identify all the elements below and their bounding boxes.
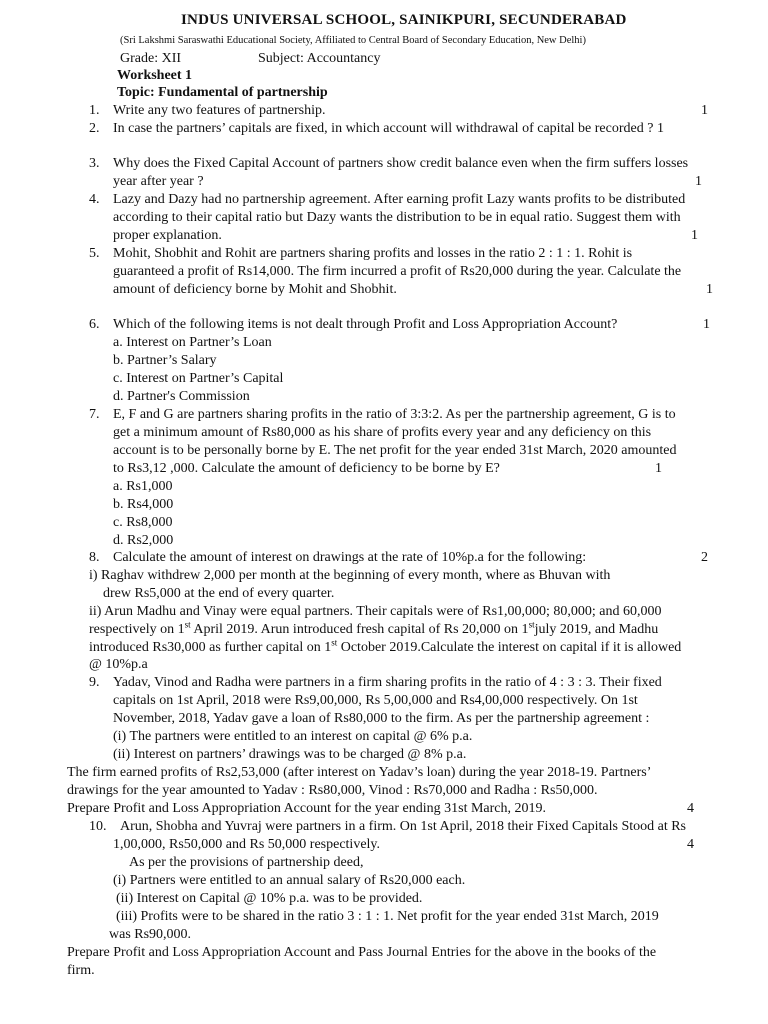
q8-part-i: drew Rs5,000 at the end of every quarter.: [103, 586, 335, 601]
q5-number: 5.: [89, 246, 100, 261]
q10-marks: 4: [687, 837, 694, 852]
topic-title: Topic: Fundamental of partnership: [117, 85, 328, 100]
q9-line: (ii) Interest on partners’ drawings was to be charged @ 8% p.a.: [113, 747, 467, 762]
q10-line: Prepare Profit and Loss Appropriation Account and Pass Journal Entries for the above in the books of the: [67, 945, 657, 960]
ordinal-suffix: st: [331, 637, 338, 648]
q7-option-d: d. Rs2,000: [113, 533, 174, 548]
q8-text-fragment: introduced Rs30,000 as further capital on 1: [89, 640, 332, 655]
q8-part-i: i) Raghav withdrew 2,000 per month at the beginning of every month, where as Bhuvan with: [89, 568, 611, 583]
q6-option-a: a. Interest on Partner’s Loan: [113, 335, 272, 350]
q10-line: (i) Partners were entitled to an annual salary of Rs20,000 each.: [113, 873, 466, 888]
q10-number: 10.: [89, 819, 107, 834]
q8-text: Calculate the amount of interest on drawings at the rate of 10%p.a for the following:: [113, 550, 587, 565]
q8-number: 8.: [89, 550, 100, 565]
q6-option-d: d. Partner's Commission: [113, 389, 250, 404]
q7-line: to Rs3,12 ,000. Calculate the amount of deficiency to be borne by E?: [113, 461, 500, 476]
q1-number: 1.: [89, 103, 100, 118]
q9-line: Yadav, Vinod and Radha were partners in a firm sharing profits in the ratio of 4 : 3 : 3. Their fixed: [113, 675, 662, 690]
q10-line: (iii) Profits were to be shared in the ratio 3 : 1 : 1. Net profit for the year ended 31st March, 2019: [116, 909, 659, 924]
q9-line: drawings for the year amounted to Yadav : Rs80,000, Vinod : Rs70,000 and Radha : Rs50,000.: [67, 783, 598, 798]
q3-line: Why does the Fixed Capital Account of partners show credit balance even when the firm suffers losses: [113, 156, 689, 171]
q7-marks: 1: [655, 461, 662, 476]
q9-line: (i) The partners were entitled to an interest on capital @ 6% p.a.: [113, 729, 473, 744]
ordinal-suffix: st: [528, 619, 535, 630]
school-name: INDUS UNIVERSAL SCHOOL, SAINIKPURI, SECUNDERABAD: [181, 12, 627, 28]
q10-line: As per the provisions of partnership deed,: [129, 855, 364, 870]
q9-line: The firm earned profits of Rs2,53,000 (after interest on Yadav’s loan) during the year 2018-19. Partners’: [67, 765, 652, 780]
grade-label: Grade: XII: [120, 51, 182, 66]
q6-marks: 1: [703, 317, 710, 332]
q10-line: was Rs90,000.: [109, 927, 192, 942]
q7-line: account is to be personally borne by E. The net profit for the year ended 31st March, 2020 amounted: [113, 443, 677, 458]
q6-number: 6.: [89, 317, 100, 332]
q9-line: November, 2018, Yadav gave a loan of Rs80,000 to the firm. As per the partnership agreement :: [113, 711, 650, 726]
q7-number: 7.: [89, 407, 100, 422]
q8-part-ii: @ 10%p.a: [89, 657, 148, 672]
q6-text: Which of the following items is not dealt through Profit and Loss Appropriation Account?: [113, 317, 618, 332]
q10-line: 1,00,000, Rs50,000 and Rs 50,000 respectively.: [113, 837, 381, 852]
q8-part-ii: [89, 621, 658, 638]
q9-line: Prepare Profit and Loss Appropriation Account for the year ending 31st March, 2019.: [67, 801, 547, 816]
q7-option-c: c. Rs8,000: [113, 515, 173, 530]
q1-text: Write any two features of partnership.: [113, 103, 326, 118]
q6-option-b: b. Partner’s Salary: [113, 353, 217, 368]
q8-part-ii: [89, 639, 681, 656]
q2-number: 2.: [89, 121, 100, 136]
q7-line: get a minimum amount of Rs80,000 as his share of profits every year and any deficiency on this: [113, 425, 652, 440]
q7-line: E, F and G are partners sharing profits in the ratio of 3:3:2. As per the partnership agreement, G is to: [113, 407, 676, 422]
q8-text-fragment: October 2019.Calculate the interest on capital if it is allowed: [337, 640, 682, 655]
q4-number: 4.: [89, 192, 100, 207]
q9-number: 9.: [89, 675, 100, 690]
q5-line: amount of deficiency borne by Mohit and Shobhit.: [113, 282, 397, 297]
q4-line: according to their capital ratio but Dazy wants the distribution to be in equal ratio. Suggest them with: [113, 210, 681, 225]
subject-label: Subject: Accountancy: [258, 51, 381, 66]
q10-line: firm.: [67, 963, 95, 978]
q10-line: (ii) Interest on Capital @ 10% p.a. was to be provided.: [116, 891, 423, 906]
q4-line: Lazy and Dazy had no partnership agreement. After earning profit Lazy wants profits to be distributed: [113, 192, 686, 207]
q9-line: capitals on 1st April, 2018 were Rs9,00,000, Rs 5,00,000 and Rs4,00,000 respectively. On 1st: [113, 693, 638, 708]
ordinal-suffix: st: [184, 619, 191, 630]
q3-marks: 1: [695, 174, 702, 189]
worksheet-title: Worksheet 1: [117, 68, 193, 83]
q8-marks: 2: [701, 550, 708, 565]
q9-marks: 4: [687, 801, 694, 816]
q8-text-fragment: july 2019, and Madhu: [534, 622, 659, 637]
school-affiliation: (Sri Lakshmi Saraswathi Educational Society, Affiliated to Central Board of Secondary Education, New Delhi): [120, 35, 586, 46]
q3-line: year after year ?: [113, 174, 204, 189]
q10-line: Arun, Shobha and Yuvraj were partners in a firm. On 1st April, 2018 their Fixed Capitals Stood at Rs: [120, 819, 687, 834]
q7-option-a: a. Rs1,000: [113, 479, 173, 494]
q2-text: In case the partners’ capitals are fixed, in which account will withdrawal of capital be recorded ? 1: [113, 121, 664, 136]
q8-text-fragment: respectively on 1: [89, 622, 185, 637]
q5-marks: 1: [706, 282, 713, 297]
q5-line: guaranteed a profit of Rs14,000. The firm incurred a profit of Rs20,000 during the year. Calculate the: [113, 264, 682, 279]
q7-option-b: b. Rs4,000: [113, 497, 174, 512]
q1-marks: 1: [701, 103, 708, 118]
q6-option-c: c. Interest on Partner’s Capital: [113, 371, 284, 386]
q4-line: proper explanation.: [113, 228, 222, 243]
q8-text-fragment: April 2019. Arun introduced fresh capital of Rs 20,000 on 1: [190, 622, 529, 637]
q5-line: Mohit, Shobhit and Rohit are partners sharing profits and losses in the ratio 2 : 1 : 1. Rohit is: [113, 246, 633, 261]
q8-part-ii: ii) Arun Madhu and Vinay were equal partners. Their capitals were of Rs1,00,000; 80,000; and 60,000: [89, 604, 662, 619]
q4-marks: 1: [691, 228, 698, 243]
q3-number: 3.: [89, 156, 100, 171]
